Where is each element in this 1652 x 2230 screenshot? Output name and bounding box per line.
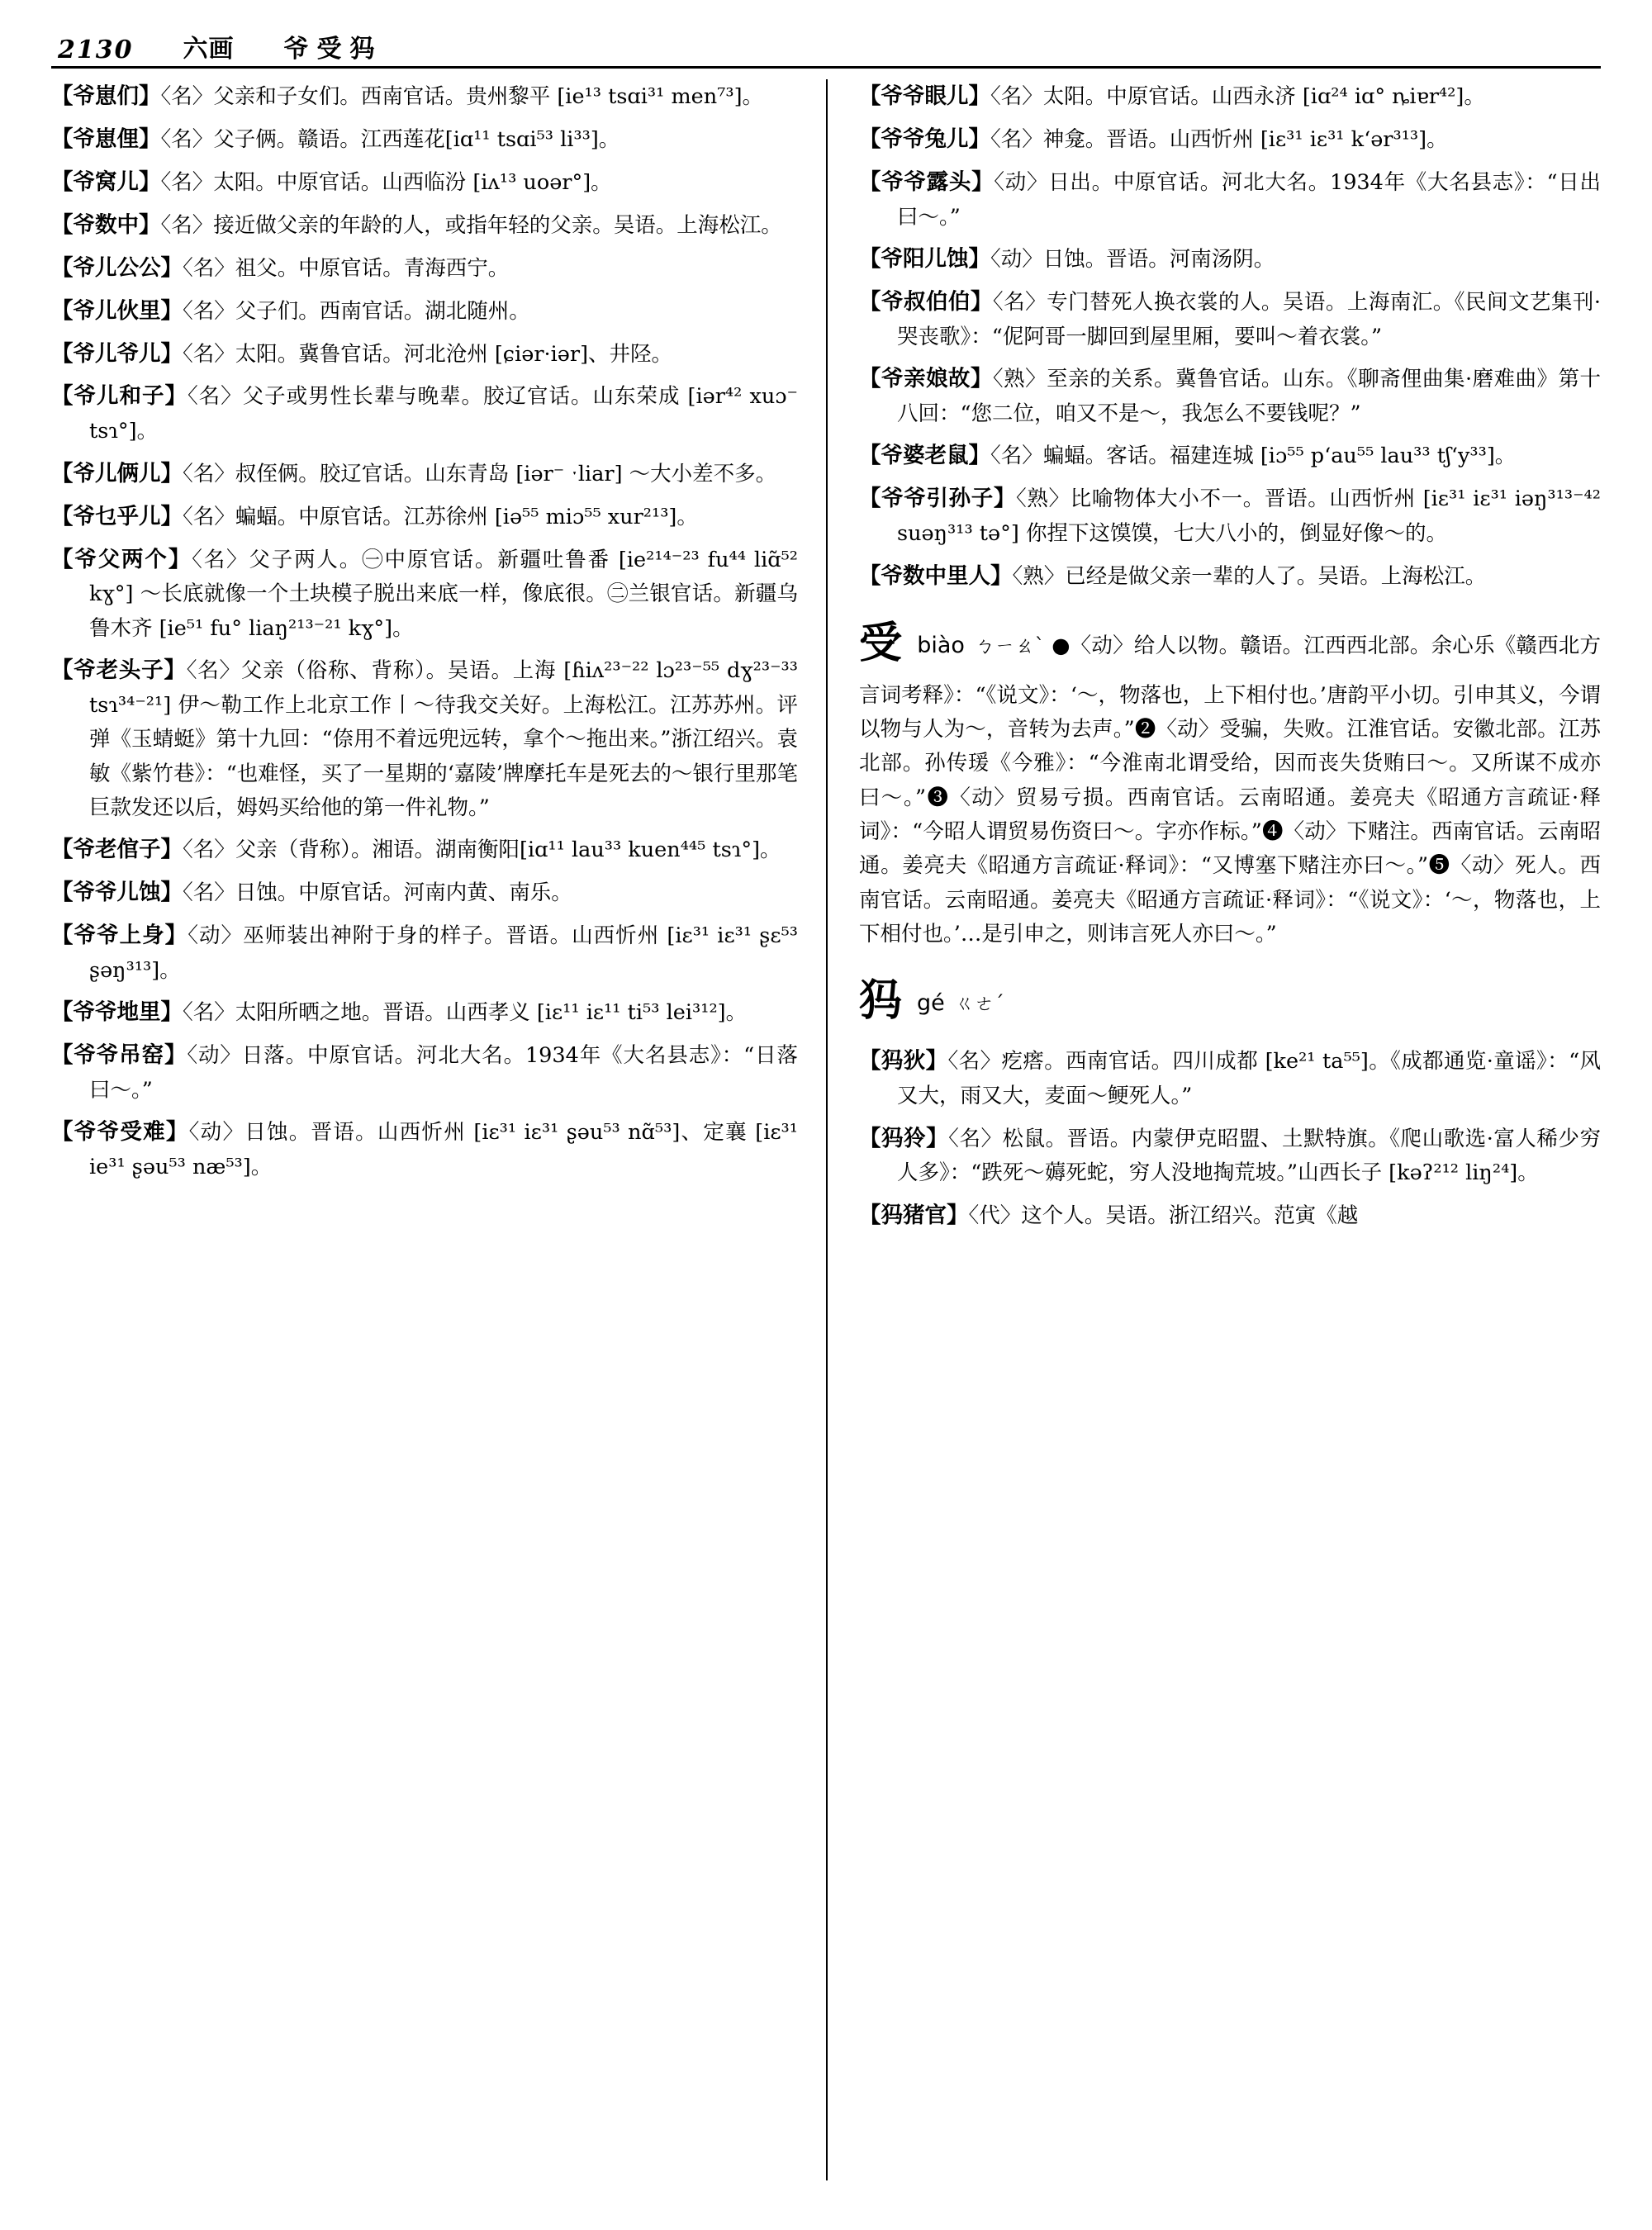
entry-headword: 【爷阳儿蚀】 bbox=[859, 246, 990, 273]
dict-entry bbox=[51, 337, 798, 372]
dict-entry bbox=[859, 1044, 1601, 1113]
entry-body: 〈动〉巫师装出神附于身的样子。晋语。山西忻州 [iɛ³¹ iɛ³¹ ʂɛ⁵³ ʂəŋ³¹³]。 bbox=[89, 923, 798, 983]
entry-headword: 【犸狑】 bbox=[859, 1125, 949, 1151]
entry-body: 〈熟〉比喻物体大小不一。晋语。山西忻州 [iɛ³¹ iɛ³¹ iəŋ³¹³⁻⁴² suəŋ³¹³ tə°] 你捏下这馍馍，七大八小的，倒显好像〜的。 bbox=[897, 486, 1601, 547]
entry-body: 〈名〉神龛。晋语。山西忻州 [iɛ³¹ iɛ³¹ kʻər³¹³]。 bbox=[990, 126, 1448, 152]
entry-headword: 【爷爷上身】 bbox=[51, 922, 188, 948]
entry-body: 〈熟〉至亲的关系。冀鲁官话。山东。《聊斋俚曲集·磨难曲》第十八回：“您二位，咱又不是〜，我怎么不要钱呢？” bbox=[897, 367, 1602, 427]
entry-body: 〈熟〉已经是做父亲一辈的人了。吴语。上海松江。 bbox=[1012, 563, 1487, 589]
right-column bbox=[826, 79, 1601, 2220]
entry-body: 〈名〉父亲（背称）。湘语。湖南衡阳[iɑ¹¹ lau³³ kuen⁴⁴⁵ tsɿ°]。 bbox=[183, 837, 781, 863]
dict-entry bbox=[51, 1115, 798, 1184]
zhuyin-reading: ㄍㄜˊ bbox=[954, 992, 1004, 1016]
entry-headword: 【爷叔伯伯】 bbox=[859, 288, 993, 315]
entry-body: 〈名〉日蚀。中原官话。河南内黄、南乐。 bbox=[183, 880, 572, 906]
entry-body: 〈动〉日出。中原官话。河北大名。1934年《大名县志》：“日出曰〜。” bbox=[897, 169, 1602, 230]
entry-headword: 【爷儿公公】 bbox=[51, 254, 183, 281]
entry-body: 〈名〉太阳所晒之地。晋语。山西孝义 [iɛ¹¹ iɛ¹¹ ti⁵³ lei³¹²]。 bbox=[183, 1000, 748, 1026]
dict-entry bbox=[51, 165, 798, 201]
entry-body: 〈名〉父子俩。赣语。江西莲花[iɑ¹¹ tsɑi⁵³ li³³]。 bbox=[160, 126, 620, 152]
entry-body: 〈动〉日蚀。晋语。河南汤阴。 bbox=[990, 247, 1275, 273]
entry-headword: 【爷爷兔儿】 bbox=[859, 126, 990, 152]
entry-body: 〈名〉叔侄俩。胶辽官话。山东青岛 [iər⁻ ˑliar] 〜大小差不多。 bbox=[183, 461, 777, 486]
dict-entry bbox=[859, 482, 1601, 551]
left-column bbox=[51, 79, 826, 2220]
dict-entry bbox=[51, 79, 798, 115]
entry-headword: 【爷乜乎儿】 bbox=[51, 503, 183, 529]
dict-entry bbox=[859, 285, 1601, 354]
page-columns bbox=[51, 79, 1601, 2220]
character-block-ge bbox=[859, 966, 1601, 1036]
entry-body: 〈动〉日落。中原官话。河北大名。1934年《大名县志》：“日落曰〜。” bbox=[89, 1043, 798, 1103]
entry-headword: 【爷父两个】 bbox=[51, 546, 192, 572]
dict-entry bbox=[51, 543, 798, 647]
dict-entry bbox=[51, 875, 798, 911]
dict-entry bbox=[51, 379, 798, 448]
dict-entry bbox=[51, 122, 798, 158]
entry-headword: 【爷爷吊窑】 bbox=[51, 1042, 188, 1069]
dict-entry bbox=[51, 918, 798, 988]
dict-entry bbox=[859, 165, 1601, 235]
entry-headword: 【爷儿伙里】 bbox=[51, 297, 183, 324]
entry-headword: 【爷崽们】 bbox=[51, 83, 161, 109]
entry-headword: 【爷老倌子】 bbox=[51, 837, 183, 863]
entry-headword: 【爷窝儿】 bbox=[51, 168, 161, 195]
entry-headword: 【爷婆老鼠】 bbox=[859, 443, 990, 469]
entry-headword: 【爷爷引孙子】 bbox=[859, 486, 1016, 512]
entry-headword: 【爷数中里人】 bbox=[859, 562, 1013, 589]
entry-body: 〈名〉太阳。中原官话。山西永济 [iɑ²⁴ iɑ° ȵiɐr⁴²]。 bbox=[990, 84, 1485, 109]
entry-body: 〈名〉松鼠。晋语。内蒙伊克昭盟、土默特旗。《爬山歌选·富人稀少穷人多》：“跌死〜薅死蛇，穷人没地掏荒坡。”山西长子 [kəʔ²¹² liŋ²⁴]。 bbox=[897, 1126, 1602, 1186]
entry-body: 〈名〉父子们。西南官话。湖北随州。 bbox=[183, 298, 530, 324]
dict-entry bbox=[859, 1122, 1601, 1191]
entry-body: 〈名〉太阳。冀鲁官话。河北沧州 [ɕiər·iər]、井陉。 bbox=[183, 341, 673, 367]
entry-headword: 【爷爷儿蚀】 bbox=[51, 880, 183, 906]
entry-body: 〈名〉蝙蝠。客话。福建连城 [iɔ⁵⁵ pʻau⁵⁵ lau³³ tʃʻy³³]。 bbox=[990, 444, 1517, 469]
entry-body: 〈名〉太阳。中原官话。山西临汾 [iʌ¹³ uoər°]。 bbox=[160, 169, 612, 195]
entry-body: 〈名〉父亲和子女们。西南官话。贵州黎平 [ie¹³ tsɑi³¹ men⁷³]。 bbox=[160, 84, 764, 109]
dict-entry bbox=[859, 559, 1601, 595]
entry-body: 〈名〉接近做父亲的年龄的人，或指年轻的父亲。吴语。上海松江。 bbox=[160, 212, 782, 238]
entry-body: 〈名〉父子或男性长辈与晚辈。胶辽官话。山东荣成 [iər⁴² xuɔ⁻ tsɿ°]。 bbox=[89, 384, 798, 444]
dict-entry bbox=[51, 500, 798, 535]
entry-headword: 【爷儿爷儿】 bbox=[51, 340, 183, 367]
header-head-chars: 爷受犸 bbox=[283, 35, 383, 64]
radical-label: 六画 bbox=[183, 35, 235, 64]
entry-body: 〈动〉日蚀。晋语。山西忻州 [iɛ³¹ iɛ³¹ ʂəu⁵³ nɑ̃⁵³]、定襄 [iɛ³¹ ie³¹ ʂəu⁵³ næ⁵³]。 bbox=[89, 1120, 799, 1180]
dict-entry bbox=[51, 1038, 798, 1108]
dict-entry bbox=[859, 242, 1601, 278]
pinyin-reading: gé bbox=[917, 990, 945, 1017]
entry-headword: 【爷儿和子】 bbox=[51, 383, 188, 410]
entry-body: 〈名〉父亲（俗称、背称）。吴语。上海 [ɦiʌ²³⁻²² lɔ²³⁻⁵⁵ dɣ²³⁻³³ tsɿ³⁴⁻²¹] 伊〜勒工作上北京工作丨〜待我交关好。上海松江。江苏苏州。评弹《玉蜻蜓》第十九回：“倷用不着远兜远转，拿个〜拖出来。”浙江绍兴。袁敏《紫竹巷》：“也难怪，买了一星期的‘嘉陵’牌摩托车是死去的〜银行里那笔巨款发还以后，姆妈买给他的第一件礼物。” bbox=[89, 658, 798, 820]
entry-body: 〈名〉疙瘩。西南官话。四川成都 [ke²¹ ta⁵⁵]。《成都通览·童谣》：“风又大，雨又大，麦面〜鲠死人。” bbox=[897, 1049, 1601, 1109]
entry-headword: 【爷数中】 bbox=[51, 211, 161, 238]
dict-entry bbox=[51, 995, 798, 1031]
pinyin-reading: biào bbox=[917, 633, 965, 659]
character-block-biao bbox=[859, 609, 1601, 951]
character-definition-body: ●〈动〉给人以物。赣语。江西西北部。余心乐《赣西北方言词考释》：“《说文》：‘〜，物落也，上下相付也。’唐韵平小切。引申其义，今谓以物与人为〜，音转为去声。”❷〈动〉受骗，失败。江淮官话。安徽北部。江苏北部。孙传瑗《今雅》：“今淮南北谓受给，因而丧失货贿曰〜。又所谋不成亦曰〜。”❸〈动〉贸易亏损。西南官话。云南昭通。姜亮夫《昭通方言疏证·释词》：“今昭人谓贸易伤资曰〜。字亦作标。”❹〈动〉下赌注。西南官话。云南昭通。姜亮夫《昭通方言疏证·释词》：“又博塞下赌注亦曰〜。”❺〈动〉死人。西南官话。云南昭通。姜亮夫《昭通方言疏证·释词》：“《说文》：‘〜，物落也，上下相付也。’…是引申之，则讳言死人亦曰〜。” bbox=[859, 633, 1601, 947]
entry-headword: 【爷亲娘故】 bbox=[859, 366, 993, 392]
entry-body: 〈名〉专门替死人换衣裳的人。吴语。上海南汇。《民间文艺集刊·哭丧歌》：“伲阿哥一脚回到屋里厢，要叫〜着衣裳。” bbox=[897, 289, 1602, 349]
head-character: 犸 bbox=[859, 975, 904, 1027]
entry-body: 〈名〉蝙蝠。中原官话。江苏徐州 [iə⁵⁵ miɔ⁵⁵ xur²¹³]。 bbox=[183, 504, 698, 529]
entry-body: 〈代〉这个人。吴语。浙江绍兴。范寅《越 bbox=[968, 1203, 1359, 1228]
entry-headword: 【爷爷露头】 bbox=[859, 168, 995, 195]
dict-entry bbox=[859, 122, 1601, 158]
dict-entry bbox=[51, 251, 798, 287]
dict-entry bbox=[51, 833, 798, 868]
dict-entry bbox=[859, 79, 1601, 115]
dict-entry bbox=[51, 294, 798, 330]
dict-entry bbox=[859, 1198, 1601, 1234]
dict-entry bbox=[859, 439, 1601, 474]
entry-body: 〈名〉父子两人。㊀中原官话。新疆吐鲁番 [ie²¹⁴⁻²³ fu⁴⁴ liɑ̃⁵² kɣ°] 〜长底就像一个土块模子脱出来底一样，像底很。㊁兰银官话。新疆乌鲁木齐 [ie⁵¹ fu° liaŋ²¹³⁻²¹ kɣ°]。 bbox=[89, 547, 798, 641]
dict-entry bbox=[859, 362, 1601, 431]
entry-headword: 【爷爷受难】 bbox=[51, 1119, 189, 1146]
page-header bbox=[58, 18, 1594, 64]
entry-headword: 【爷爷眼儿】 bbox=[859, 83, 990, 109]
entry-headword: 【爷爷地里】 bbox=[51, 999, 183, 1026]
dict-entry bbox=[51, 208, 798, 244]
entry-headword: 【爷崽俚】 bbox=[51, 126, 161, 152]
zhuyin-reading: ㄅㄧㄠˋ bbox=[974, 634, 1045, 658]
header-rule bbox=[51, 66, 1601, 69]
entry-headword: 【犸狄】 bbox=[859, 1048, 948, 1075]
dict-entry bbox=[51, 457, 798, 492]
page-number: 2130 bbox=[58, 36, 134, 64]
dict-entry bbox=[51, 653, 798, 825]
entry-headword: 【犸猪官】 bbox=[859, 1202, 969, 1228]
entry-headword: 【爷儿俩儿】 bbox=[51, 460, 183, 486]
entry-body: 〈名〉祖父。中原官话。青海西宁。 bbox=[183, 255, 510, 281]
entry-headword: 【爷老头子】 bbox=[51, 657, 187, 684]
head-character: 受 bbox=[859, 618, 904, 669]
